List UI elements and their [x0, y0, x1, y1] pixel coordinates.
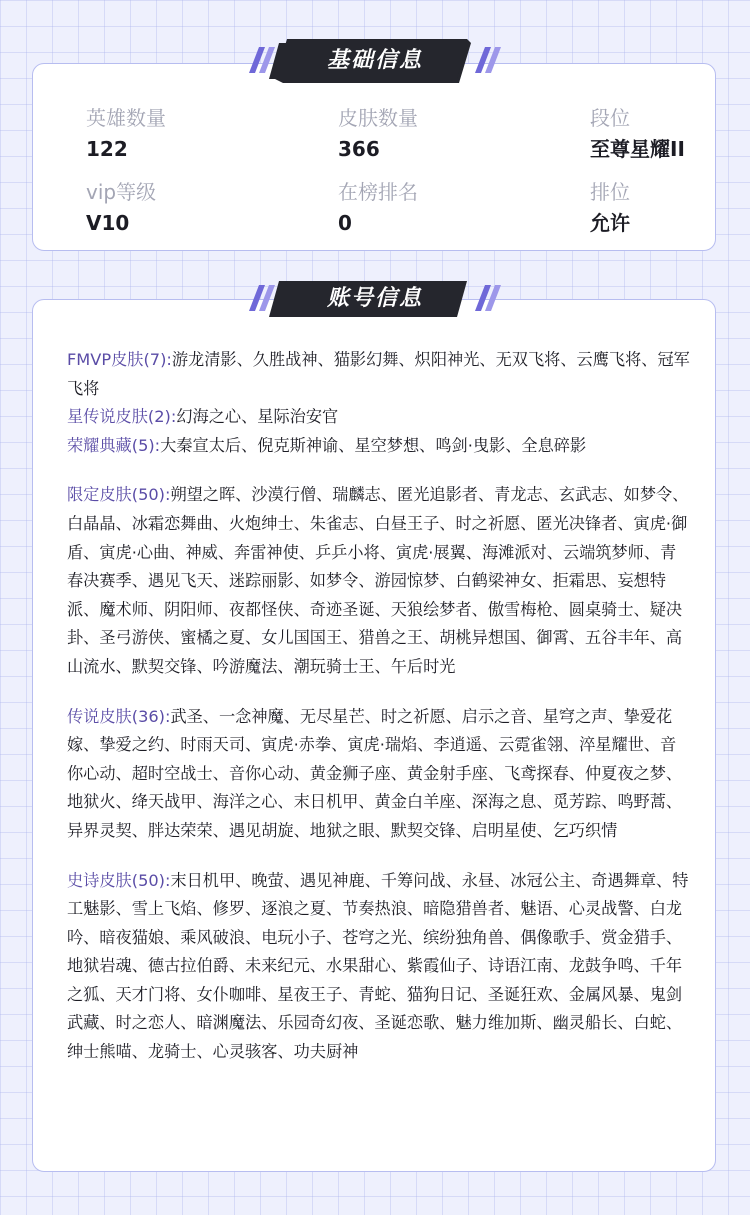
stat-label: vip等级 — [86, 180, 157, 204]
skin-category-legend — [67, 703, 691, 846]
stat-value: 122 — [86, 137, 128, 161]
skin-list — [67, 346, 691, 1067]
skin-category-star-legend — [67, 403, 691, 432]
stat-label: 皮肤数量 — [338, 106, 418, 130]
skin-category-epic — [67, 867, 691, 1067]
stat-label: 排位 — [590, 180, 630, 204]
stat-hero-count — [86, 104, 338, 164]
section-header-basic-info — [245, 39, 505, 83]
skin-category-items: 末日机甲、晚萤、遇见神鹿、千筹问战、永昼、冰冠公主、奇遇舞章、特工魅影、雪上飞焰、修罗、逐浪之夏、节奏热浪、暗隐猎兽者、魅语、心灵战警、白龙吟、暗夜猫娘、乘风破浪、电玩小子、苍穹之光、缤纷独角兽、偶像歌手、赏金猎手、地狱岩魂、德古拉伯爵、未来纪元、水果甜心、紫霞仙子、诗语江南、龙鼓争鸣、千年之狐、天才门将、女仆咖啡、星夜王子、青蛇、猫狗日记、圣诞狂欢、金属风暴、鬼剑武藏、时之恋人、暗渊魔法、乐园奇幻夜、圣诞恋歌、魅力维加斯、幽灵船长、白蛇、绅士熊喵、龙骑士、心灵骇客、功夫厨神 — [67, 870, 689, 1062]
section-header-account-info — [245, 277, 505, 321]
skin-category-title: FMVP皮肤(7): — [67, 350, 172, 369]
skin-category-title: 传说皮肤(36): — [67, 706, 171, 726]
skin-category-title: 史诗皮肤(50): — [67, 870, 171, 890]
basic-info-card — [32, 63, 716, 251]
skin-category-title: 荣耀典藏(5): — [67, 435, 161, 455]
section-title: 基础信息 — [326, 48, 423, 73]
skin-category-limited — [67, 481, 691, 681]
skin-category-items: 大秦宣太后、倪克斯神谕、星空梦想、鸣剑·曳影、全息碎影 — [160, 435, 587, 455]
stat-value: 允许 — [590, 211, 630, 235]
account-info-card — [32, 299, 716, 1172]
skin-category-items: 武圣、一念神魔、无尽星芒、时之祈愿、启示之音、星穹之声、挚爱花嫁、挚爱之约、时雨天司、寅虎·赤拳、寅虎·瑞焰、李逍遥、云霓雀翎、淬星耀世、音你心动、超时空战士、音你心动、黄金狮子座、黄金射手座、飞鸢探春、仲夏夜之梦、地狱火、绛天战甲、海洋之心、末日机甲、黄金白羊座、深海之息、觅芳踪、鸣野蒿、异界灵契、胖达荣荣、遇见胡旋、地狱之眼、默契交锋、启明星使、乞巧织情 — [67, 706, 683, 840]
stat-value: 至尊星耀II — [590, 137, 685, 161]
stat-rank-tier — [590, 104, 706, 164]
stat-vip-level — [86, 178, 338, 238]
stat-label: 在榜排名 — [338, 180, 418, 204]
skin-category-glory-collection — [67, 432, 691, 461]
stat-label: 英雄数量 — [86, 106, 166, 130]
section-title: 账号信息 — [326, 286, 423, 311]
stat-leaderboard-rank — [338, 178, 590, 238]
stat-skin-count — [338, 104, 590, 164]
skin-category-title: 限定皮肤(50): — [67, 485, 171, 505]
stat-ranked-allowed — [590, 178, 706, 238]
stats-grid — [86, 104, 706, 238]
stat-value: 366 — [338, 137, 380, 161]
skin-category-items: 朔望之晖、沙漠行僧、瑞麟志、匿光追影者、青龙志、玄武志、如梦令、白晶晶、冰霜恋舞曲、火炮绅士、朱雀志、白昼王子、时之祈愿、匿光决锋者、寅虎·御盾、寅虎·心曲、神威、奔雷神使、乒乒小将、寅虎·展翼、海滩派对、云端筑梦师、青春决赛季、遇见飞天、迷踪丽影、如梦令、游园惊梦、白鹤梁神女、拒霜思、妄想特派、魔术师、阴阳师、夜都怪侠、奇迹圣诞、天狼绘梦者、傲雪梅枪、圆桌骑士、疑决卦、圣弓游侠、蜜橘之夏、女儿国国王、猎兽之王、胡桃异想国、御霄、五谷丰年、高山流水、默契交锋、吟游魔法、潮玩骑士王、午后时光 — [67, 485, 689, 676]
skin-category-items: 游龙清影、久胜战神、猫影幻舞、炽阳神光、无双飞将、云鹰飞将、冠军飞将 — [67, 350, 690, 398]
stat-label: 段位 — [590, 106, 630, 130]
stat-value: 0 — [338, 211, 352, 235]
skin-category-items: 幻海之心、星际治安官 — [176, 407, 339, 427]
skin-category-title: 星传说皮肤(2): — [67, 407, 177, 427]
stat-value: V10 — [86, 211, 130, 235]
skin-category-fmvp — [67, 346, 691, 403]
